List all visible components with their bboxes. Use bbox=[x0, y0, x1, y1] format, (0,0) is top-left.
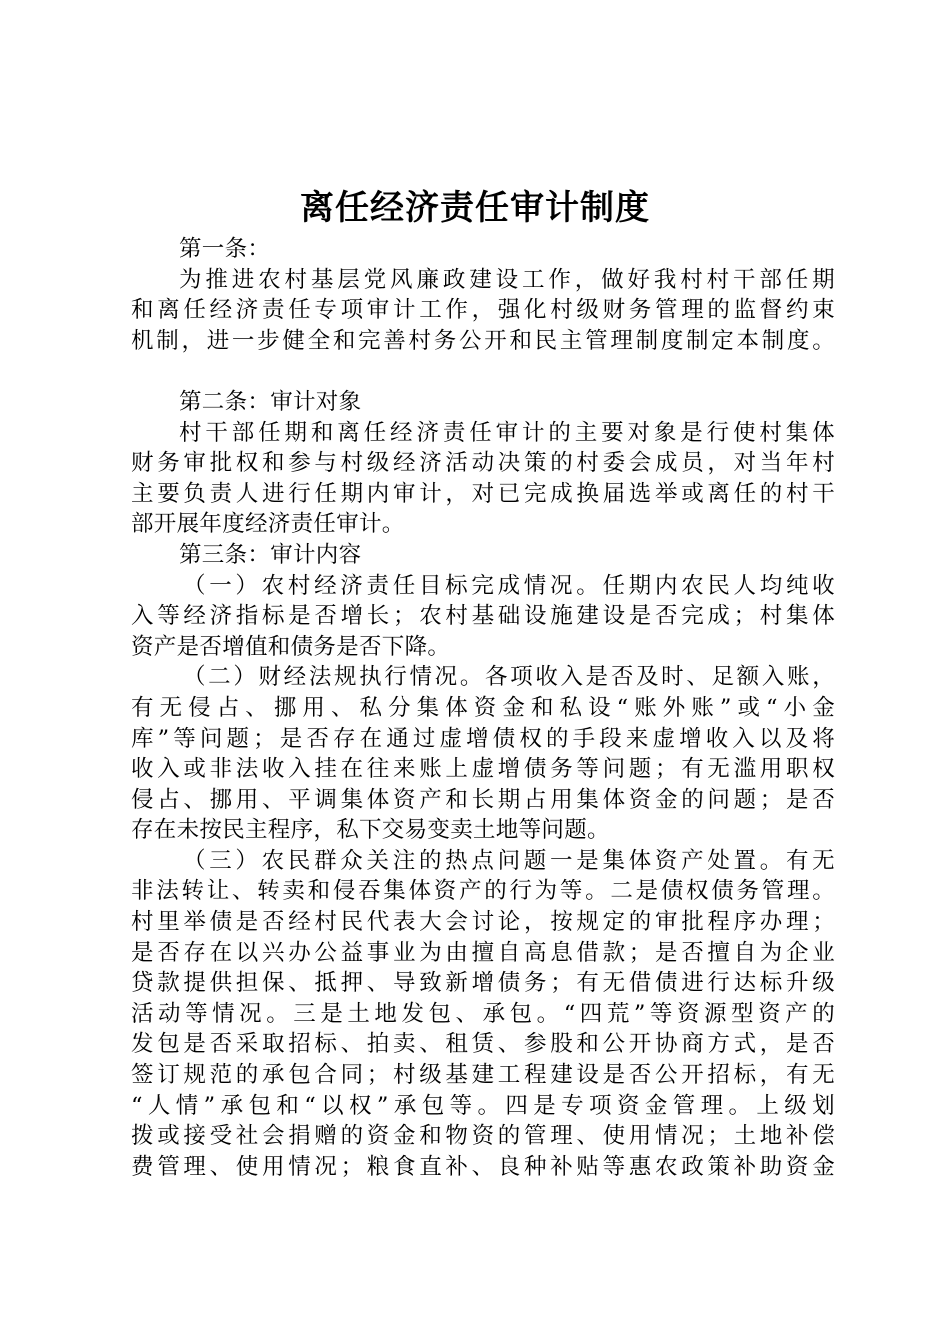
paragraph-line: 侵占、挪用、平调集体资产和长期占用集体资金的问题；是否 bbox=[131, 786, 835, 813]
document-body bbox=[131, 234, 835, 1182]
paragraph-line: 存在未按民主程序，私下交易变卖土地等问题。 bbox=[131, 817, 610, 844]
paragraph-line: 第二条：审计对象 bbox=[179, 388, 362, 415]
blank-line bbox=[131, 356, 835, 387]
paragraph-line: 部开展年度经济责任审计。 bbox=[131, 511, 405, 538]
paragraph-line: 村里举债是否经村民代表大会讨论，按规定的审批程序办理； bbox=[131, 909, 835, 936]
paragraph-line: 拨或接受社会捐赠的资金和物资的管理、使用情况；土地补偿 bbox=[131, 1123, 835, 1150]
paragraph-line: 主要负责人进行任期内审计，对已完成换届选举或离任的村干 bbox=[131, 480, 835, 507]
paragraph-line: 机制，进一步健全和完善村务公开和民主管理制度制定本制度。 bbox=[131, 327, 835, 354]
paragraph-line: 第一条： bbox=[179, 236, 271, 262]
paragraph-line: 非法转让、转卖和侵吞集体资产的行为等。二是债权债务管理。 bbox=[131, 878, 835, 905]
paragraph-line: 为推进农村基层党风廉政建设工作，做好我村村干部任期 bbox=[179, 266, 835, 293]
paragraph-line: （三）农民群众关注的热点问题一是集体资产处置。有无 bbox=[183, 847, 835, 874]
paragraph-line: （一）农村经济责任目标完成情况。任期内农民人均纯收 bbox=[183, 572, 835, 599]
paragraph-line: 发包是否采取招标、拍卖、租赁、参股和公开协商方式，是否 bbox=[131, 1031, 835, 1058]
paragraph-line: 库”等问题；是否存在通过虚增债权的手段来虚增收入以及将 bbox=[131, 725, 835, 752]
paragraph-line: 是否存在以兴办公益事业为由擅自高息借款；是否擅自为企业 bbox=[131, 939, 835, 966]
paragraph-line: （二）财经法规执行情况。各项收入是否及时、足额入账， bbox=[183, 664, 835, 691]
paragraph-line: 贷款提供担保、抵押、导致新增债务；有无借债进行达标升级 bbox=[131, 970, 835, 997]
paragraph-line: 有无侵占、挪用、私分集体资金和私设“账外账”或“小金 bbox=[131, 694, 835, 721]
document-title: 离任经济责任审计制度 bbox=[300, 188, 650, 228]
paragraph-line: 签订规范的承包合同；村级基建工程建设是否公开招标，有无 bbox=[131, 1062, 835, 1089]
paragraph-line: 入等经济指标是否增长；农村基础设施建设是否完成；村集体 bbox=[131, 603, 835, 630]
paragraph-line: 活动等情况。三是土地发包、承包。“四荒”等资源型资产的 bbox=[131, 1000, 835, 1027]
paragraph-line: 第三条：审计内容 bbox=[179, 541, 362, 568]
paragraph-line: 资产是否增值和债务是否下降。 bbox=[131, 633, 451, 660]
paragraph-line: “人情”承包和“以权”承包等。四是专项资金管理。上级划 bbox=[131, 1092, 835, 1119]
paragraph-line: 收入或非法收入挂在往来账上虚增债务等问题；有无滥用职权 bbox=[131, 756, 835, 783]
paragraph-line: 和离任经济责任专项审计工作，强化村级财务管理的监督约束 bbox=[131, 297, 835, 324]
paragraph-line: 村干部任期和离任经济责任审计的主要对象是行使村集体 bbox=[179, 419, 835, 446]
paragraph-line: 财务审批权和参与村级经济活动决策的村委会成员，对当年村 bbox=[131, 450, 835, 477]
paragraph-line: 费管理、使用情况；粮食直补、良种补贴等惠农政策补助资金 bbox=[131, 1153, 835, 1180]
